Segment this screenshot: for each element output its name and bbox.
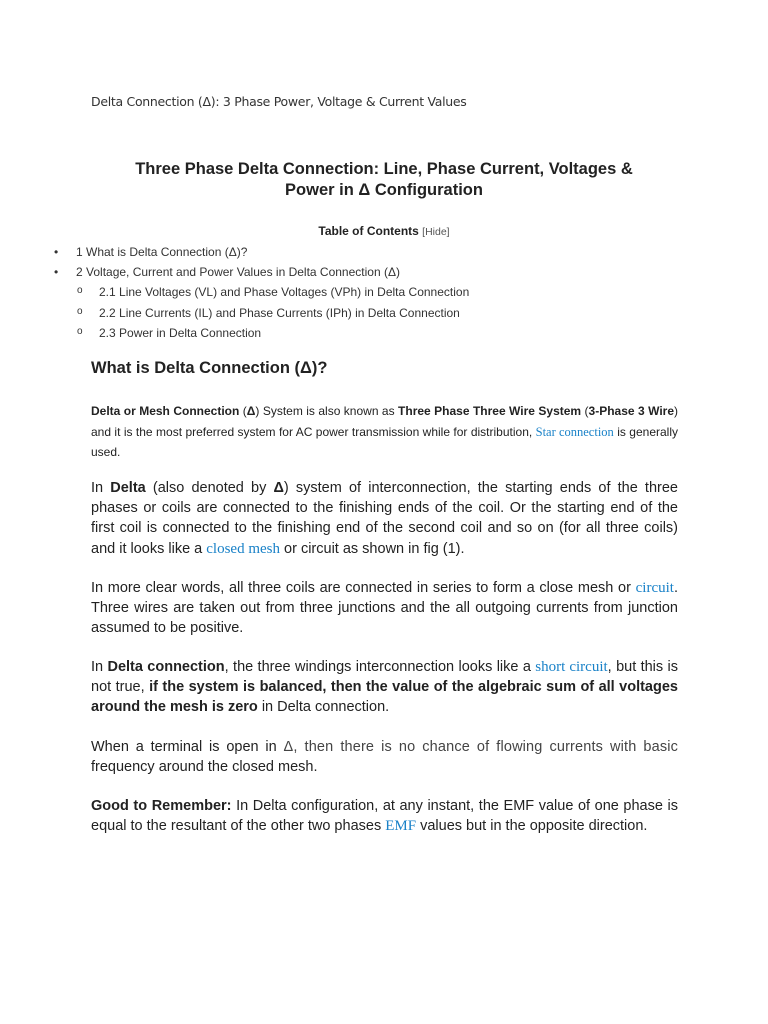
body-text: , but this is not true, — [91, 659, 678, 696]
bold-text: Delta or Mesh Connection — [91, 404, 240, 418]
page-header-title: Delta Connection (Δ): 3 Phase Power, Voltage & Current Values — [91, 94, 467, 109]
bold-text: Three Phase Three Wire System — [398, 404, 582, 418]
body-text: When a terminal is open in — [91, 739, 284, 755]
paragraph-open-terminal — [91, 737, 678, 777]
article-title-line-1: Three Phase Delta Connection: Line, Phase Current, Voltages & — [135, 160, 633, 178]
paragraph-delta-definition — [91, 478, 678, 559]
body-text: frequency around the closed mesh. — [91, 759, 318, 776]
toc-header — [0, 224, 768, 238]
emf-link[interactable]: EMF — [385, 818, 417, 835]
bullet-icon: • — [54, 245, 59, 259]
toc-item-label: 2 Voltage, Current and Power Values in Delta Connection (Δ) — [76, 265, 400, 279]
body-text: Δ, then there is no chance of flowing currents with basic — [283, 739, 678, 755]
toc-subitem[interactable] — [77, 326, 262, 340]
toc-hide-link[interactable]: [Hide] — [422, 226, 450, 238]
circle-bullet-icon: o — [77, 306, 83, 317]
paragraph-clear-words — [91, 578, 678, 639]
closed-mesh-link[interactable]: closed mesh — [206, 540, 280, 557]
body-text: in Delta connection. — [257, 699, 390, 716]
bullet-icon: • — [54, 265, 59, 279]
body-text: In — [91, 659, 108, 675]
toc-subitem[interactable] — [77, 306, 460, 320]
circuit-link[interactable]: circuit — [635, 580, 674, 596]
star-connection-link[interactable]: Star connection — [535, 424, 614, 439]
section-heading: What is Delta Connection (Δ)? — [91, 359, 328, 377]
toc-item-label: 1 What is Delta Connection (Δ)? — [76, 245, 248, 259]
body-text: ) system of interconnection, the starting ends of the three phases or coils are connected to the finishing ends of the coil. Or the starting end of the first coil is connected to the finishing end of the second coil and so on (for all three coils) and it looks like a — [91, 480, 678, 557]
toc-heading: Table of Contents — [318, 224, 419, 238]
toc-item-label: 2.1 Line Voltages (VL) and Phase Voltages (VPh) in Delta Connection — [99, 285, 470, 299]
body-text: or circuit as shown in fig (1). — [280, 540, 465, 557]
body-text: is generally used. — [91, 424, 679, 459]
body-text: ) and it is the most preferred system for AC power transmission while for distribution, — [91, 404, 678, 439]
toc-item[interactable] — [54, 245, 248, 259]
bold-text: Delta connection — [107, 659, 225, 675]
body-text: . Three wires are taken out from three junctions and the all outgoing currents from junction assumed to be positive. — [91, 580, 678, 637]
bold-text: if the system is balanced, then the value of the algebraic sum of all voltages around the mesh is zero — [91, 679, 678, 716]
body-text: ) System is also known as — [255, 404, 399, 418]
circle-bullet-icon: o — [77, 285, 83, 296]
bold-text: Δ — [273, 480, 284, 496]
bold-text: Δ — [246, 404, 256, 418]
bold-text: 3-Phase 3 Wire — [588, 404, 674, 418]
short-circuit-link[interactable]: short circuit — [535, 659, 608, 675]
article-title — [90, 159, 678, 201]
body-text: In more clear words, all three coils are connected in series to form a close mesh or — [91, 580, 636, 596]
toc-item-label: 2.3 Power in Delta Connection — [99, 326, 262, 340]
paragraph-short-circuit — [91, 657, 678, 718]
body-text: (also denoted by — [145, 480, 274, 496]
body-text: In — [91, 480, 111, 496]
toc-subitem[interactable] — [77, 285, 470, 299]
body-text: ( — [239, 404, 247, 418]
bold-text: Delta — [110, 480, 146, 496]
body-text: , the three windings interconnection looks like a — [224, 659, 536, 675]
body-text: ( — [581, 404, 589, 418]
toc-item-label: 2.2 Line Currents (IL) and Phase Currents (IPh) in Delta Connection — [99, 306, 460, 320]
toc-item[interactable] — [54, 265, 400, 279]
paragraph-good-to-remember — [91, 796, 678, 836]
circle-bullet-icon: o — [77, 326, 83, 337]
body-text: In Delta configuration, at any instant, the EMF value of one phase is equal to the resultant of the other two phases — [91, 798, 678, 835]
bold-text: Good to Remember: — [91, 798, 232, 814]
article-title-line-2: Power in Δ Configuration — [285, 181, 483, 199]
body-text: values but in the opposite direction. — [416, 818, 648, 835]
paragraph-intro — [91, 401, 678, 463]
